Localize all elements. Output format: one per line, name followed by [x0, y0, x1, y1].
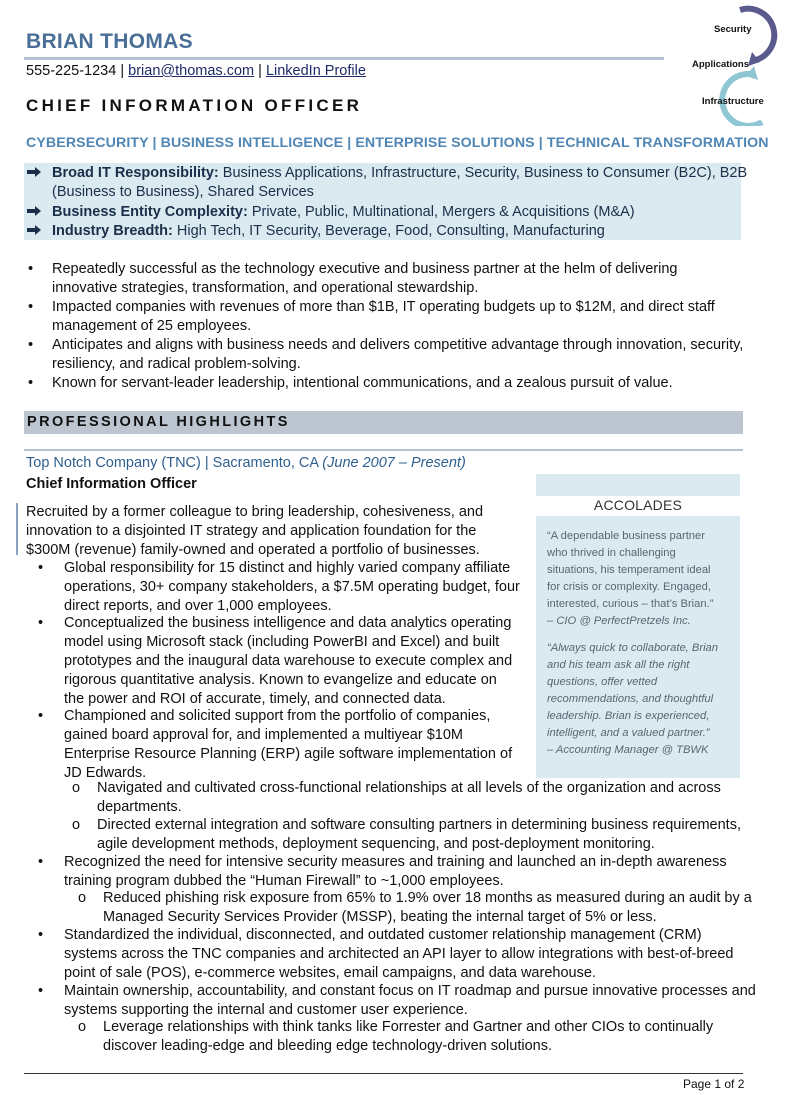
job-bullet: Championed and solicited support from the portfolio of companies, gained board approval for, and implemented a multiyear $10M Enterprise Resource Planning (ERP) agile software implementation of JD Edwards.	[64, 708, 513, 781]
job-dates: (June 2007 – Present)	[322, 455, 466, 471]
phone-number: 555-225-1234	[26, 63, 117, 79]
bullet-dot: •	[38, 615, 44, 631]
specialty-item	[52, 203, 635, 222]
specialty-item	[52, 222, 605, 241]
specialty-label: Broad IT Responsibility:	[52, 165, 219, 181]
job-sub-bullet: Navigated and cultivated cross-functional relationships at all levels of the organization and across departments.	[97, 780, 721, 815]
candidate-name: BRIAN THOMAS	[26, 30, 193, 53]
summary-item: • Impacted companies with revenues of more than $1B, IT operating budgets up to $12M, and direct staff management of 25 employees.	[24, 298, 744, 336]
name-divider	[24, 57, 664, 60]
summary-item: • Anticipates and aligns with business needs and delivers competitive advantage through innovation, security, resiliency, and radical problem-solving.	[24, 336, 744, 374]
company-name: Top Notch Company (TNC) | Sacramento, CA	[26, 455, 323, 471]
page-number: Page 1 of 2	[683, 1077, 745, 1091]
job-role: Chief Information Officer	[26, 476, 197, 492]
accolade-quote: “A dependable business partner who thrived in challenging situations, his temperament ideal for crisis or complexity. Engaged, interested, curious – that’s Brian.” – CIO @ PerfectPretzels Inc.	[547, 530, 714, 627]
bullet-dot: •	[38, 560, 44, 576]
job-intro: Recruited by a former colleague to bring leadership, cohesiveness, and innovation to a disjointed IT strategy and application foundation for the $300M (revenue) family-owned and operated a portfolio of businesses.	[26, 504, 484, 558]
job-sub-bullet: Reduced phishing risk exposure from 65% to 1.9% over 18 months as measured during an audit by a Managed Security Services Provider (MSSP), beating the internal target of 5% or less.	[103, 890, 752, 925]
specialty-label: Industry Breadth:	[52, 223, 173, 239]
job-bullet: Maintain ownership, accountability, and constant focus on IT roadmap and pursue innovative processes and systems supporting the internal and customer user experience.	[64, 983, 756, 1018]
specialty-item	[52, 164, 747, 202]
contact-separator: |	[120, 63, 125, 79]
accolades-heading: ACCOLADES	[593, 497, 683, 513]
sub-bullet-circle: o	[72, 817, 81, 833]
section-divider	[24, 449, 743, 451]
contact-separator: |	[258, 63, 262, 79]
specialty-text: Private, Public, Multinational, Mergers & Acquisitions (M&A)	[247, 204, 635, 220]
summary-item: • Repeatedly successful as the technology executive and business partner at the helm of delivering innovative strategies, transformation, and operational stewardship.	[24, 260, 744, 298]
job-bullet: Global responsibility for 15 distinct and highly varied company affiliate operations, 30+ company stakeholders, a $7.5M operating budget, four direct reports, and over 1,000 employees.	[64, 560, 520, 614]
bullet-dot: •	[38, 854, 44, 870]
sub-bullet-circle: o	[72, 780, 81, 796]
specialty-text: (Business to Business), Shared Services	[52, 184, 314, 200]
sub-bullet-circle: o	[78, 890, 87, 906]
section-title: PROFESSIONAL HIGHLIGHTS	[27, 414, 290, 430]
job-sub-bullet: Leverage relationships with think tanks like Forrester and Gartner and other CIOs to continually discover leading-edge and bleeding edge technology-driven solutions.	[103, 1019, 714, 1054]
logo-label-security: Security	[714, 24, 752, 35]
logo-label-applications: Applications	[692, 59, 750, 70]
logo-label-infrastructure: Infrastructure	[702, 96, 764, 107]
job-bullet: Standardized the individual, disconnected, and outdated customer relationship management (CRM) systems across the TNC companies and architected an API layer to allow integrations with best-of-breed point of sale (POS), e-commerce websites, email campaigns, and data warehouse.	[64, 927, 734, 981]
job-bullet: Recognized the need for intensive security measures and training and launched an in-depth awareness training program dubbed the “Human Firewall” to ~1,000 employees.	[64, 854, 727, 889]
job-sub-bullet: Directed external integration and software consulting partners in determining business requirements, agile development methods, deployment sequencing, and post-deployment monitoring.	[97, 817, 741, 852]
summary-list	[24, 260, 744, 393]
contact-line	[26, 63, 366, 79]
email-link[interactable]: brian@thomas.com	[128, 63, 255, 79]
specialty-label: Business Entity Complexity:	[52, 204, 248, 220]
bullet-dot: •	[38, 708, 44, 724]
job-title: CHIEF INFORMATION OFFICER	[26, 96, 363, 115]
summary-item: • Known for servant-leader leadership, intentional communications, and a zealous pursuit of value.	[24, 374, 744, 393]
accolade-quote: “Always quick to collaborate, Brian and his team ask all the right questions, offer vetted recommendations, and thoughtful leadership. Brian is experienced, intelligent, and a valued partner.” – Accounting Manager @ TBWK	[547, 642, 718, 756]
sub-bullet-circle: o	[78, 1019, 87, 1035]
specialty-text: High Tech, IT Security, Beverage, Food, Consulting, Manufacturing	[172, 223, 605, 239]
specialty-text: Business Applications, Infrastructure, Security, Business to Consumer (B2C), B2B	[218, 165, 748, 181]
accolades-header-band	[536, 474, 740, 496]
cycle-logo	[688, 4, 792, 126]
linkedin-link[interactable]: LinkedIn Profile	[265, 63, 366, 79]
company-line	[26, 455, 466, 471]
arrow-bullet-icon	[27, 206, 41, 216]
footer-divider	[24, 1073, 743, 1074]
arrow-bullet-icon	[27, 167, 41, 177]
job-bullet: Conceptualized the business intelligence and data analytics operating model using Microsoft stack (including PowerBI and Excel) and built prototypes and the inaugural data warehouse to execute complex and rigorous quantitative analysis. Known to evangelize and educate on the power and ROI of accurate, timely, and connected data.	[64, 615, 513, 707]
bullet-dot: •	[38, 983, 44, 999]
intro-accent-bar	[16, 503, 18, 555]
arrow-bullet-icon	[27, 225, 41, 235]
specialty-tagline: CYBERSECURITY | BUSINESS INTELLIGENCE | ENTERPRISE SOLUTIONS | TECHNICAL TRANSFORMATION	[26, 135, 769, 151]
bullet-dot: •	[38, 927, 44, 943]
